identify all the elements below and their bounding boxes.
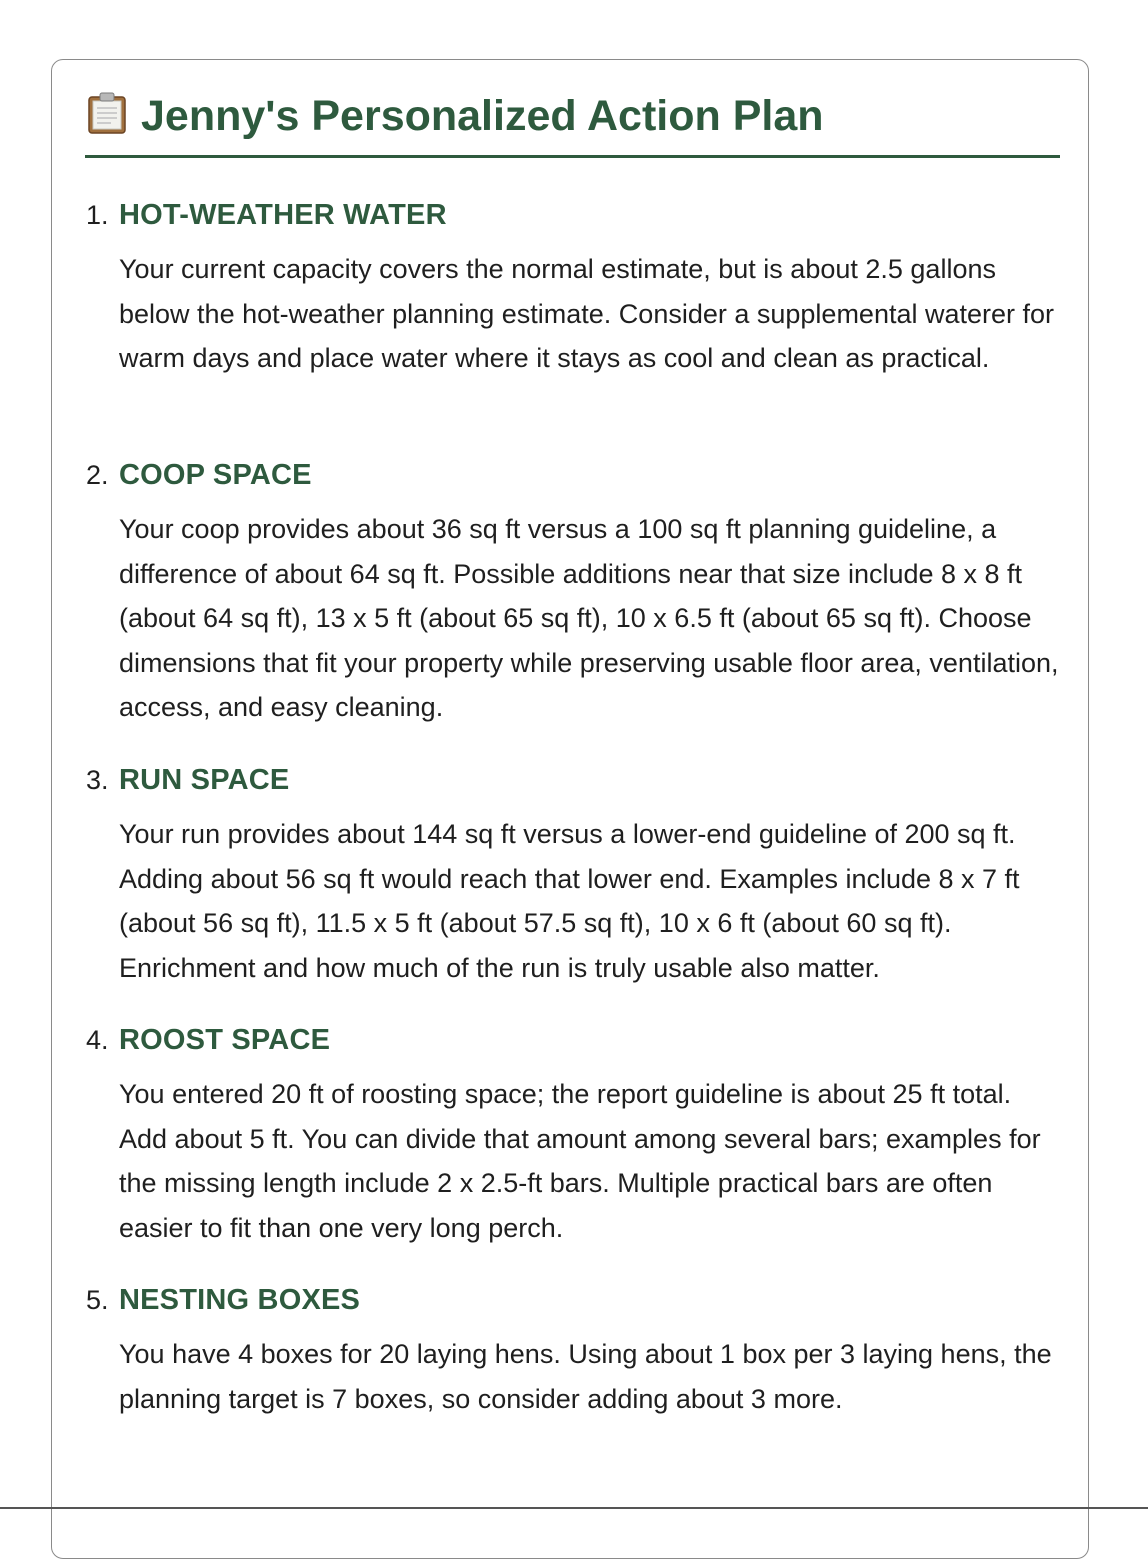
action-item-run-space [86, 760, 1061, 990]
clipboard-icon [87, 92, 127, 134]
page-title: Jenny's Personalized Action Plan [141, 92, 824, 140]
item-number: 1. [86, 200, 109, 230]
action-plan-card [51, 59, 1089, 1559]
item-description: You entered 20 ft of roosting space; the report guideline is about 25 ft total. Add about 5 ft. You can divide that amount among several bars; examples for the missing length include 2 x 2.5-ft bars. Multiple practical bars are often easier to fit than one very long perch. [119, 1079, 1041, 1243]
page-divider [0, 1507, 1148, 1509]
item-number: 2. [86, 460, 109, 490]
action-item-nesting-boxes [86, 1280, 1061, 1421]
item-number: 4. [86, 1025, 109, 1055]
plan-header [85, 88, 1060, 158]
item-description: You have 4 boxes for 20 laying hens. Using about 1 box per 3 laying hens, the planning target is 7 boxes, so consider adding about 3 more. [119, 1339, 1052, 1414]
item-title: NESTING BOXES [119, 1284, 361, 1316]
item-description: Your coop provides about 36 sq ft versus a 100 sq ft planning guideline, a difference of about 64 sq ft. Possible additions near that size include 8 x 8 ft (about 64 sq ft), 13 x 5 ft (about 65 sq ft), 10 x 6.5 ft (about 65 sq ft). Choose dimensions that fit your property while preserving usable floor area, ventilation, access, and easy cleaning. [119, 514, 1059, 722]
item-title: ROOST SPACE [119, 1024, 331, 1056]
action-item-roost-space [86, 1020, 1061, 1250]
item-number: 3. [86, 765, 109, 795]
item-description: Your current capacity covers the normal estimate, but is about 2.5 gallons below the hot-weather planning estimate. Consider a supplemental waterer for warm days and place water where it stays as cool and clean as practical. [119, 254, 1055, 373]
item-number: 5. [86, 1285, 109, 1315]
action-item-hot-weather-water [86, 195, 1061, 381]
item-title: RUN SPACE [119, 764, 290, 796]
action-item-coop-space [86, 455, 1061, 730]
item-title: COOP SPACE [119, 459, 312, 491]
item-title: HOT-WEATHER WATER [119, 199, 447, 231]
item-description: Your run provides about 144 sq ft versus a lower-end guideline of 200 sq ft. Adding about 56 sq ft would reach that lower end. Examples include 8 x 7 ft (about 56 sq ft), 11.5 x 5 ft (about 57.5 sq ft), 10 x 6 ft (about 60 sq ft). Enrichment and how much of the run is truly usable also matter. [119, 819, 1020, 983]
